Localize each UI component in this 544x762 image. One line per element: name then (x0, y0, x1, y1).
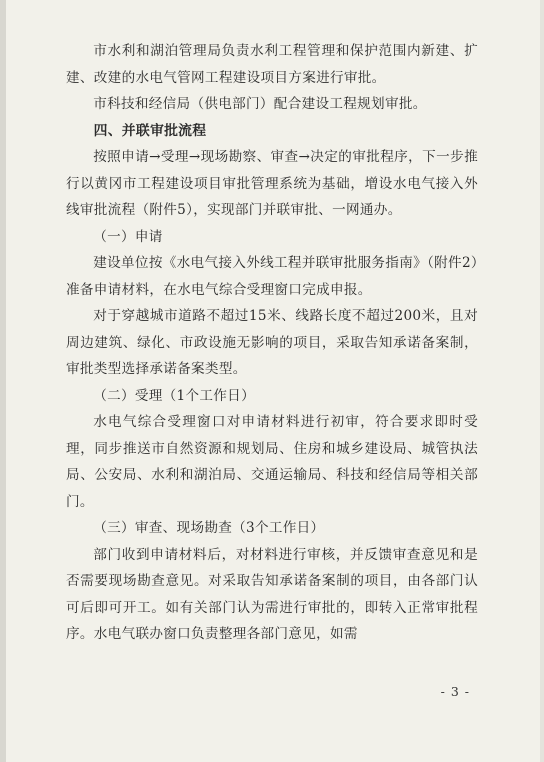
paragraph-water-bureau: 市水利和湖泊管理局负责水利工程管理和保护范围内新建、扩建、改建的水电气管网工程建设项目方案进行审批。 (66, 43, 478, 86)
paragraph-acceptance-window: 水电气综合受理窗口对申请材料进行初审，符合要求即时受理，同步推送市自然资源和规划局、住房和城乡建设局、城管执法局、公安局、水利和湖泊局、交通运输局、科技和经信局等相关部门。 (66, 414, 478, 510)
paragraph-tech-bureau: 市科技和经信局（供电部门）配合建设工程规划审批。 (93, 96, 427, 112)
paragraph-commitment-filing: 对于穿越城市道路不超过15米、线路长度不超过200米，且对周边建筑、绿化、市政设施无影响的项目，采取告知承诺备案制，审批类型选择承诺备案类型。 (66, 308, 478, 377)
subheading-acceptance: （二）受理（1个工作日） (93, 387, 255, 404)
subheading-application: （一）申请 (93, 228, 163, 245)
subheading-review-survey: （三）审查、现场勘查（3个工作日） (93, 520, 325, 536)
paragraph-review-process: 部门收到申请材料后，对材料进行审核，并反馈审查意见和是否需要现场勘查意见。对采取告知承诺备案制的项目，由各部门认可后即可开工。如有关部门认为需进行审批的，即转入正常审批程序。水电气联办窗口负责整理各部门意见，如需 (66, 546, 478, 642)
paragraph-application-guide: 建设单位按《水电气接入外线工程并联审批服务指南》（附件2）准备申请材料，在水电气综合受理窗口完成申报。 (66, 255, 478, 298)
page-number: - 3 - (440, 684, 470, 699)
paragraph-approval-procedure: 按照申请→受理→现场勘察、审查→决定的审批程序，下一步推行以黄冈市工程建设项目审批管理系统为基础，增设水电气接入外线审批流程（附件5），实现部门并联审批、一网通办。 (66, 149, 478, 218)
section-heading-parallel-approval: 四、并联审批流程 (93, 122, 207, 139)
document-body (66, 38, 478, 648)
